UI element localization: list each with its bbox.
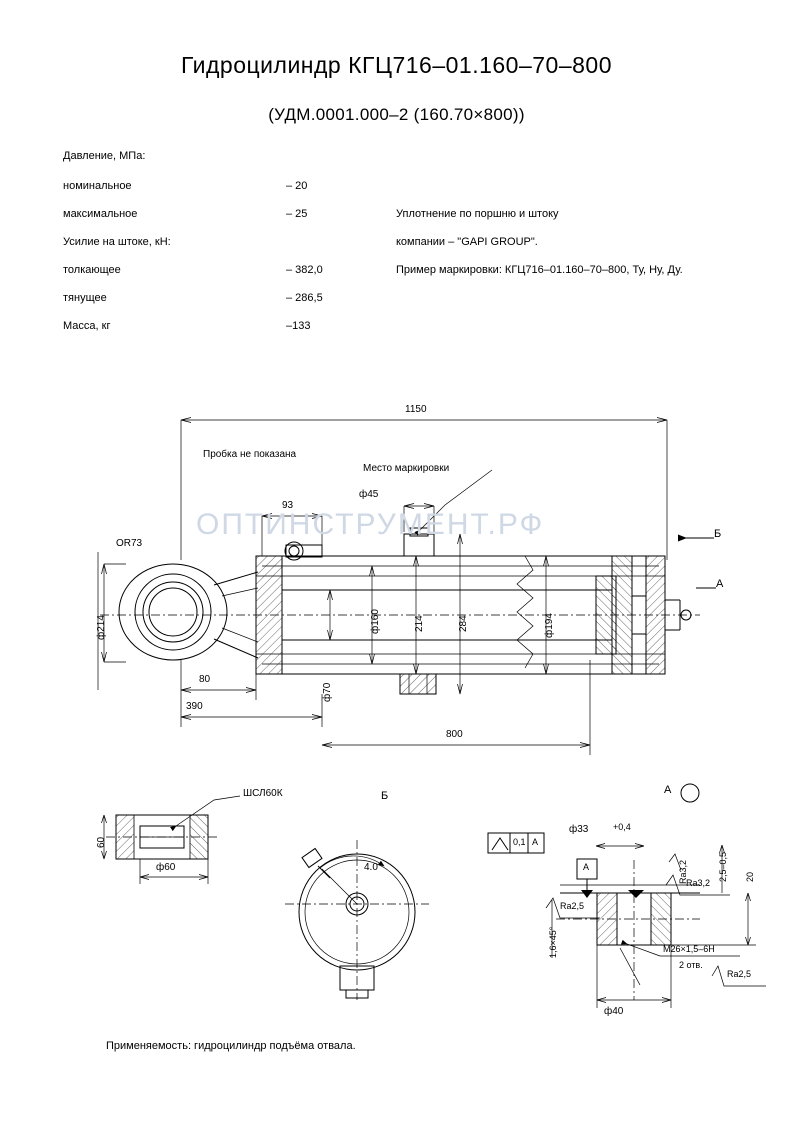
dim-214: 214 — [414, 615, 425, 632]
detail-a-ra25-2: Ra2,5 — [727, 969, 752, 979]
detail-a-title: А — [664, 784, 672, 796]
spec-force-header: Усилие на штоке, кН: — [63, 236, 171, 248]
dim-284: 284 — [458, 615, 469, 632]
detail-a-dim-25: 2,5–0,5 — [718, 851, 728, 882]
dim-total-1150: 1150 — [405, 404, 427, 415]
spec-label-mass: Масса, кг — [63, 320, 111, 332]
dim-80: 80 — [199, 674, 211, 685]
detail-b-angle: 4.0° — [364, 862, 382, 873]
dim-d160: ф160 — [370, 609, 381, 634]
tolerance-frame-datum: A — [532, 837, 539, 847]
page-title: Гидроцилиндр КГЦ716–01.160–70–800 — [180, 52, 613, 78]
detail-a-chamfer: 1,6×45° — [548, 926, 558, 958]
dim-d45: ф45 — [359, 489, 379, 500]
detail-left-dim-d60: ф60 — [156, 862, 176, 873]
spec-label-max: максимальное — [63, 208, 138, 220]
view-label-b-main: Б — [714, 528, 722, 540]
tolerance-frame-value: 0,1 — [513, 837, 526, 847]
dim-93: 93 — [282, 500, 294, 511]
spec-value-max: – 25 — [286, 208, 308, 220]
detail-a-ra25-1: Ra2,5 — [560, 901, 585, 911]
note-plug-not-shown: Пробка не показана — [203, 449, 297, 460]
detail-a-d40: ф40 — [604, 1006, 624, 1017]
spec-value-nominal: – 20 — [286, 180, 308, 192]
note-line-1: Уплотнение по поршню и штоку — [396, 208, 559, 220]
spec-label-push: толкающее — [63, 264, 121, 276]
spec-value-push: – 382,0 — [286, 264, 323, 276]
dim-d194: ф194 — [544, 613, 555, 638]
label-or73: ОR73 — [116, 538, 143, 549]
note-line-3: Пример маркировки: КГЦ716–01.160–70–800, Ту, Ну, Ду. — [396, 264, 683, 276]
spec-pressure-header: Давление, МПа: — [63, 150, 146, 162]
datum-box-a: A — [583, 862, 590, 872]
detail-b-title: Б — [381, 790, 389, 802]
spec-value-mass: –133 — [286, 320, 311, 332]
spec-value-pull: – 286,5 — [286, 292, 323, 304]
detail-left-dim-60: 60 — [96, 836, 107, 848]
detail-a-thread: M26×1,5–6H — [663, 944, 715, 954]
dim-d70: ф70 — [322, 682, 333, 702]
dim-800: 800 — [446, 729, 463, 740]
dim-d214: ф214 — [96, 615, 107, 640]
detail-a-d33-tolerance: +0,4 — [613, 822, 631, 832]
detail-a-d33: ф33 — [569, 824, 589, 835]
watermark: ОПТИНСТРУМЕНТ.РФ — [196, 508, 545, 541]
detail-a-ra32-1: Ra3,2 — [678, 859, 688, 884]
detail-a-ra32-2: Ra3,2 — [686, 878, 711, 888]
note-line-2: компании – "GAPI GROUP". — [396, 236, 538, 248]
spec-label-nominal: номинальное — [63, 180, 132, 192]
detail-a-dim-20: 20 — [745, 871, 755, 882]
footer-note: Применяемость: гидроцилиндр подъёма отвала. — [106, 1040, 356, 1052]
view-label-a-main: А — [716, 578, 724, 590]
dim-390: 390 — [186, 701, 203, 712]
detail-a-thread-note: 2 отв. — [679, 960, 703, 970]
note-marking-place: Место маркировки — [363, 463, 450, 474]
page-subtitle: (УДМ.0001.000–2 (160.70×800)) — [268, 105, 525, 124]
detail-left-title: ШСЛ60К — [243, 788, 283, 799]
spec-label-pull: тянущее — [63, 292, 107, 304]
